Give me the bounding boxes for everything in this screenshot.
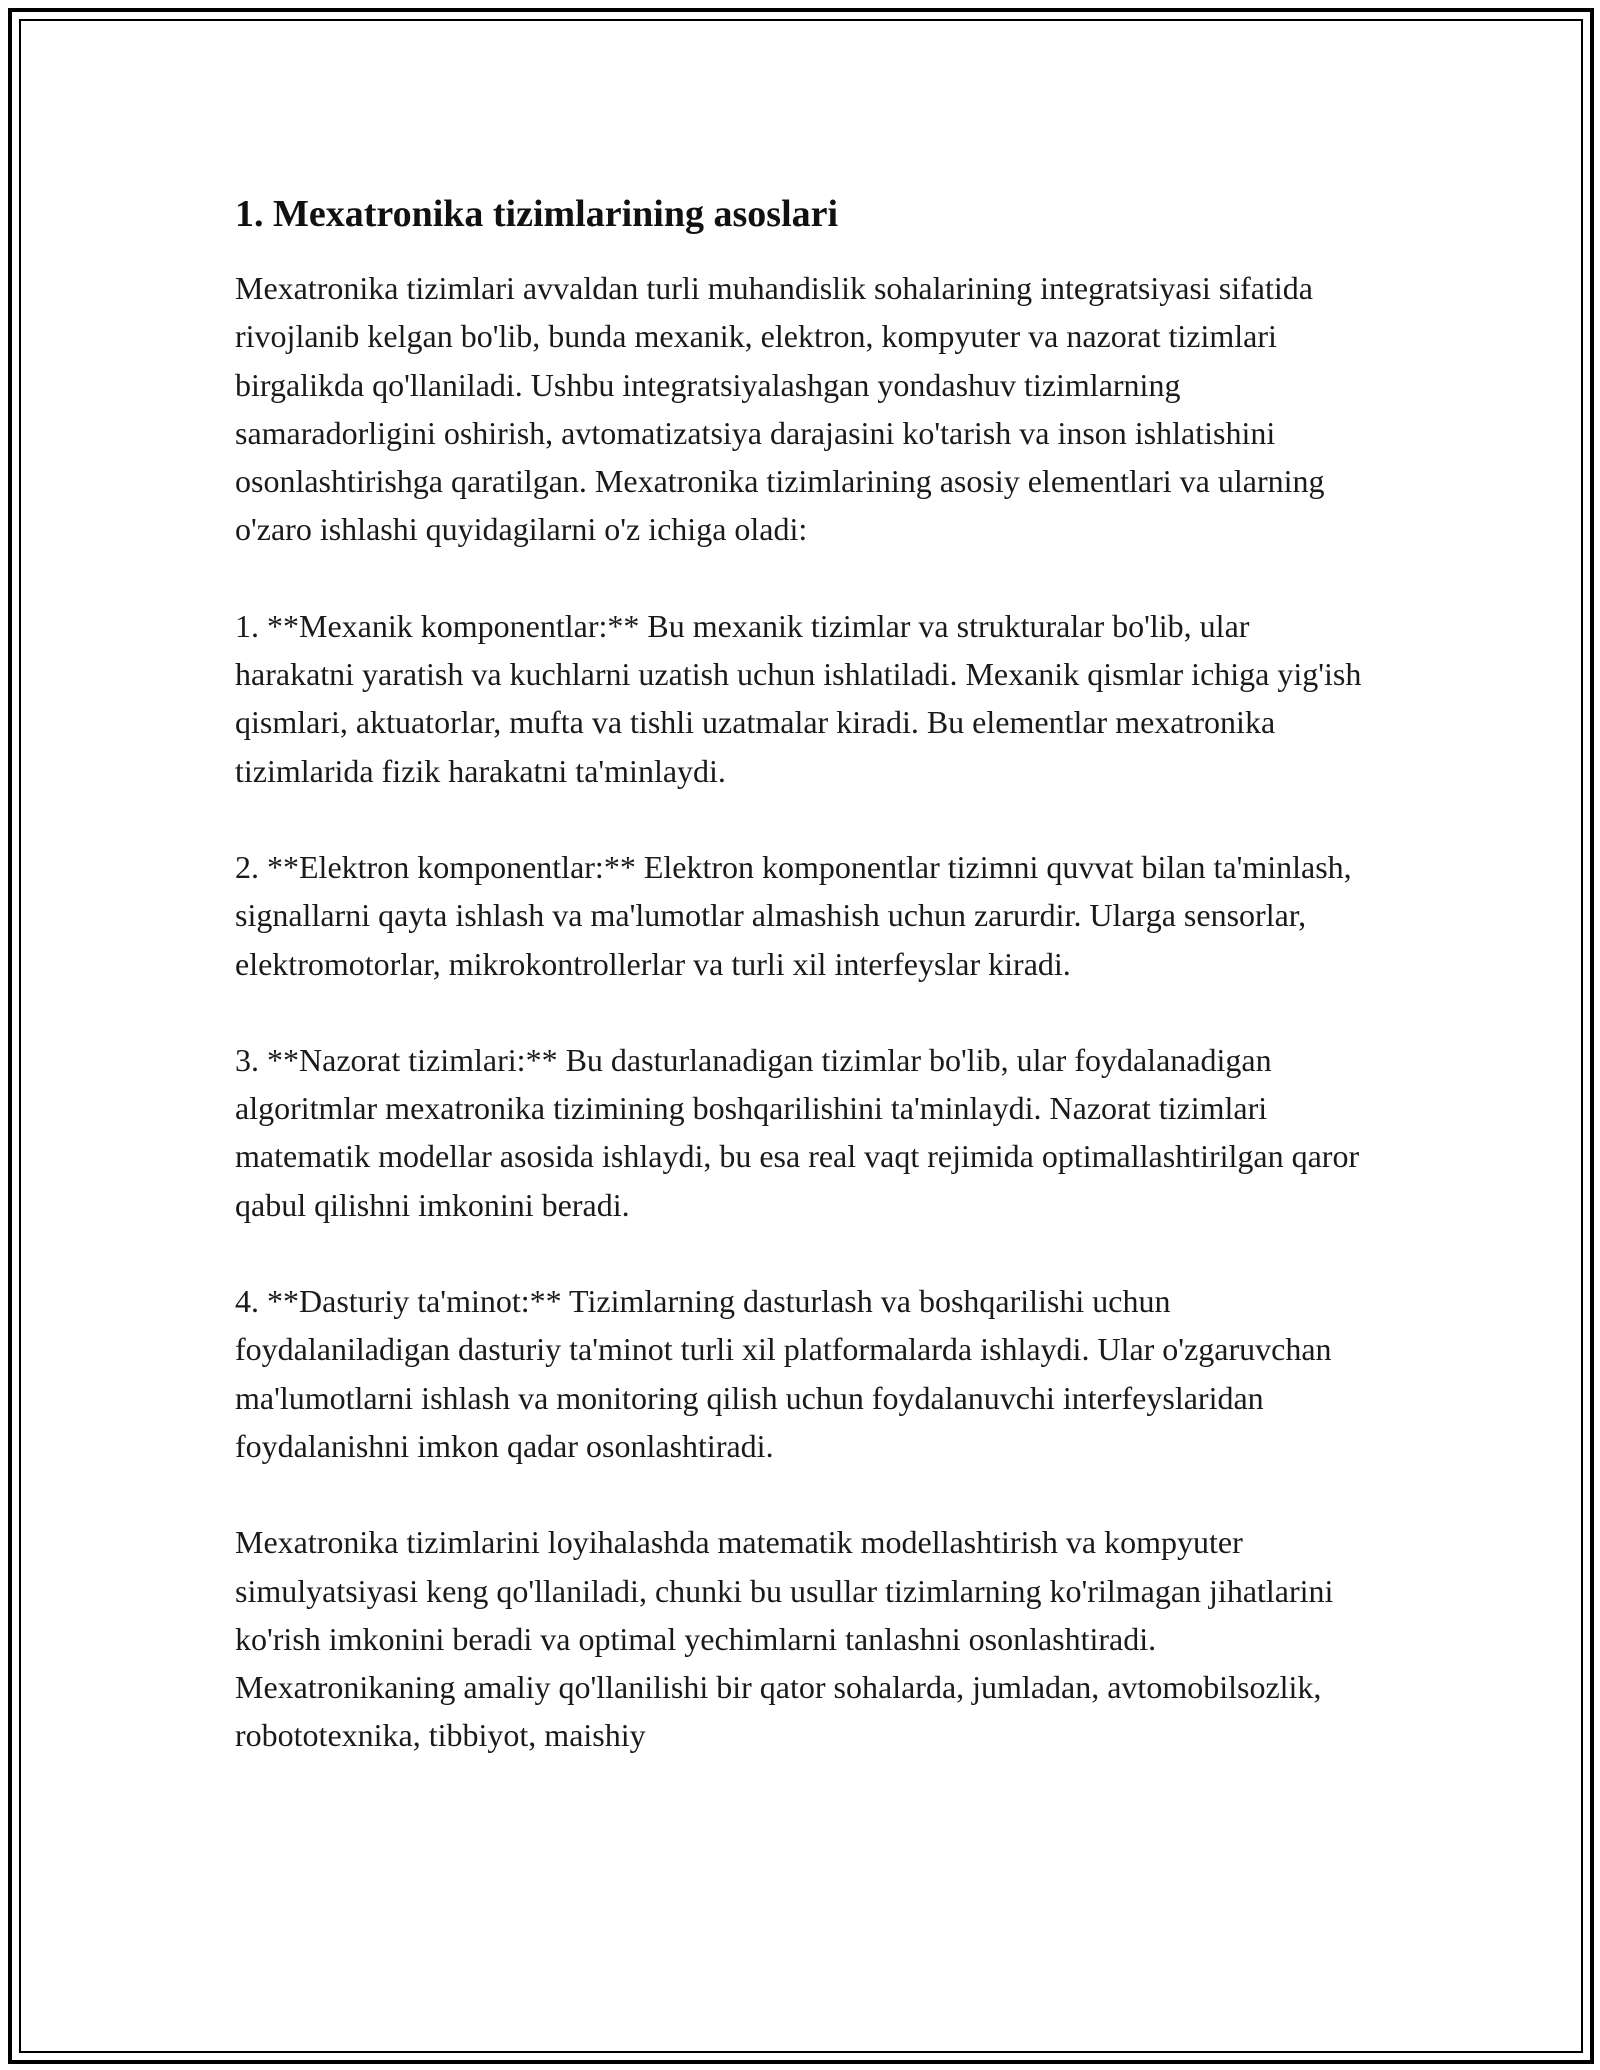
closing-paragraph: Mexatronika tizimlarini loyihalashda matematik modellashtirish va kompyuter simulyatsiyasi keng qo'llaniladi, chunki bu usullar tizimlarning ko'rilmagan jihatlarini ko'rish imkonini beradi va optimal yechimlarni tanlashni osonlashtiradi. Mexatronikaning amaliy qo'llanilishi bir qator sohalarda, jumladan, avtomobilsozlik, robototexnika, tibbiyot, maishiy: [235, 1524, 1334, 1754]
section-heading: 1. Mexatronika tizimlarining asoslari: [235, 193, 839, 235]
document-body: [235, 186, 1365, 1760]
list-item-control: 3. **Nazorat tizimlari:** Bu dasturlanadigan tizimlar bo'lib, ular foydalanadigan algoritmlar mexatronika tizimining boshqarilishini ta'minlaydi. Nazorat tizimlari matematik modellar asosida ishlaydi, bu esa real vaqt rejimida optimallashtirilgan qaror qabul qilishni imkonini beradi.: [235, 1041, 1360, 1223]
list-item-mechanical: 1. **Mexanik komponentlar:** Bu mexanik tizimlar va strukturalar bo'lib, ular harakatni yaratish va kuchlarni uzatish uchun ishlatiladi. Mexanik qismlar ichiga yig'ish qismlari, aktuatorlar, mufta va tishli uzatmalar kiradi. Bu elementlar mexatronika tizimlarida fizik harakatni ta'minlaydi.: [235, 607, 1362, 789]
intro-paragraph: Mexatronika tizimlari avvaldan turli muhandislik sohalarining integratsiyasi sifatida rivojlanib kelgan bo'lib, bunda mexanik, elektron, kompyuter va nazorat tizimlari birgalikda qo'llaniladi. Ushbu integratsiyalashgan yondashuv tizimlarning samaradorligini oshirish, avtomatizatsiya darajasini ko'tarish va inson ishlatishini osonlashtirishga qaratilgan. Mexatronika tizimlarining asosiy elementlari va ularning o'zaro ishlashi quyidagilarni o'z ichiga oladi:: [235, 270, 1325, 548]
list-item-electronic: 2. **Elektron komponentlar:** Elektron komponentlar tizimni quvvat bilan ta'minlash, signallarni qayta ishlash va ma'lumotlar almashish uchun zarurdir. Ularga sensorlar, elektromotorlar, mikrokontrollerlar va turli xil interfeyslar kiradi.: [235, 848, 1352, 982]
list-item-software: 4. **Dasturiy ta'minot:** Tizimlarning dasturlash va boshqarilishi uchun foydalaniladigan dasturiy ta'minot turli xil platformalarda ishlaydi. Ular o'zgaruvchan ma'lumotlarni ishlash va monitoring qilish uchun foydalanuvchi interfeyslaridan foydalanishni imkon qadar osonlashtiradi.: [235, 1283, 1332, 1464]
